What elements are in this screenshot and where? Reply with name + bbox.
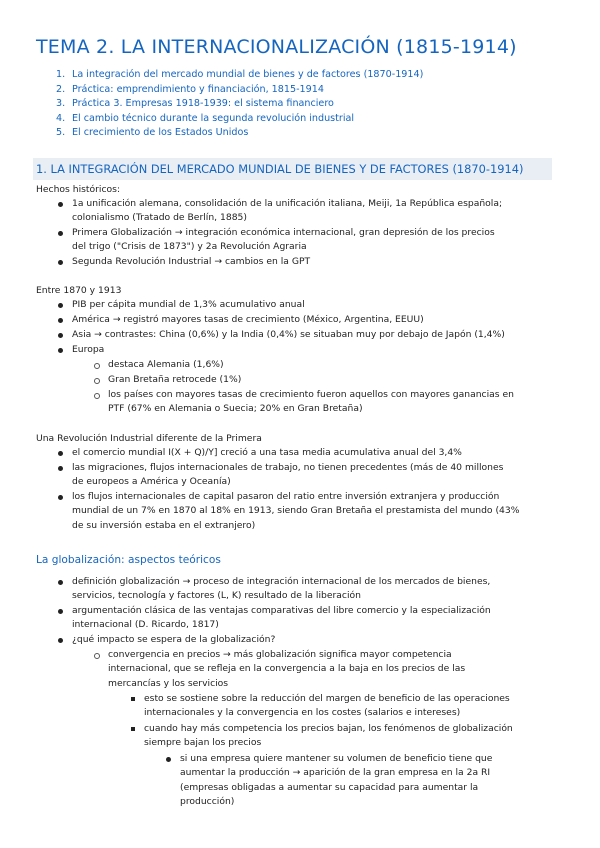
- list-item: América → registró mayores tasas de crecimiento (México, Argentina, EEUU): [72, 313, 572, 327]
- list-item: destaca Alemania (1,6%): [108, 358, 568, 372]
- list-item: PIB per cápita mundial de 1,3% acumulativo anual: [72, 298, 572, 312]
- list-item: 1a unificación alemana, consolidación de la unificación italiana, Meiji, 1a República española; colonialismo (Tratado de Berlín, 1885): [72, 197, 572, 226]
- list-item: los países con mayores tasas de crecimiento fueron aquellos con mayores ganancias en PTF (67% en Alemania o Suecia; 20% en Gran Bretaña): [108, 388, 568, 417]
- toc-item-4[interactable]: 4. El cambio técnico durante la segunda revolución industrial: [56, 112, 355, 124]
- bullet: [58, 638, 63, 643]
- bullet: [58, 609, 63, 614]
- list-item: ¿qué impacto se espera de la globalización?: [72, 633, 572, 647]
- list-item: cuando hay más competencia los precios bajan, los fenómenos de globalización siempre bajan los precios: [144, 722, 564, 751]
- bullet: [94, 363, 100, 369]
- list-item: Primera Globalización → integración económica internacional, gran depresión de los precios del trigo ("Crisis de 1873") y 2a Revolución Agraria: [72, 226, 572, 255]
- bullet: [58, 451, 63, 456]
- table-of-contents: [56, 68, 423, 141]
- bullet: [58, 466, 63, 471]
- list-item: las migraciones, flujos internacionales de trabajo, no tienen precedentes (más de 40 millones de europeos a América y Oceanía): [72, 461, 572, 490]
- bullet: [166, 757, 171, 762]
- bullet: [58, 202, 63, 207]
- bullet: [58, 318, 63, 323]
- subsection-heading: La globalización: aspectos teóricos: [36, 554, 221, 566]
- bullet: [94, 378, 100, 384]
- list-item: Europa: [72, 343, 572, 357]
- list-item: definición globalización → proceso de integración internacional de los mercados de bienes, servicios, tecnología y factores (L, K) resultado de la liberación: [72, 575, 572, 604]
- bullet: [58, 231, 63, 236]
- list-item: los flujos internacionales de capital pasaron del ratio entre inversión extranjera y producción mundial de un 7% en 1870 al 18% en 1913, siendo Gran Bretaña el prestamista del mundo (43% de su inversión estaba en el extranjero): [72, 490, 572, 533]
- bullet: [58, 303, 63, 308]
- bullet: [131, 727, 135, 731]
- list-item: el comercio mundial I(X + Q)/Y] creció a una tasa media acumulativa anual del 3,4%: [72, 446, 572, 460]
- hechos-label: Hechos históricos:: [36, 184, 121, 195]
- toc-item-5[interactable]: 5. El crecimiento de los Estados Unidos: [56, 127, 249, 139]
- toc-item-2[interactable]: 2. Práctica: emprendimiento y financiación, 1815-1914: [56, 83, 324, 95]
- bullet: [58, 260, 63, 265]
- list-item: Asia → contrastes: China (0,6%) y la India (0,4%) se situaban muy por debajo de Japón (1,4%): [72, 328, 572, 342]
- bullet: [94, 393, 100, 399]
- bullet: [58, 580, 63, 585]
- bullet: [94, 653, 100, 659]
- list-item: si una empresa quiere mantener su volumen de beneficio tiene que aumentar la producción → aparición de la gran empresa en la 2a RI (empresas obligadas a aumentar su capacidad para aumentar la producción): [180, 752, 570, 809]
- list-item: esto se sostiene sobre la reducción del margen de beneficio de las operaciones internacionales y la convergencia en los costes (salarios e intereses): [144, 692, 564, 721]
- revolucion-label: Una Revolución Industrial diferente de la Primera: [36, 433, 262, 444]
- list-item: Segunda Revolución Industrial → cambios en la GPT: [72, 255, 572, 269]
- toc-item-1[interactable]: 1. La integración del mercado mundial de bienes y de factores (1870-1914): [56, 69, 424, 80]
- list-item: Gran Bretaña retrocede (1%): [108, 373, 568, 387]
- bullet: [58, 495, 63, 500]
- bullet: [131, 697, 135, 701]
- entre-label: Entre 1870 y 1913: [36, 285, 122, 296]
- toc-item-3[interactable]: 3. Práctica 3. Empresas 1918-1939: el sistema financiero: [56, 98, 334, 110]
- section-heading: 1. LA INTEGRACIÓN DEL MERCADO MUNDIAL DE BIENES Y DE FACTORES (1870-1914): [33, 158, 552, 180]
- page-title: TEMA 2. LA INTERNACIONALIZACIÓN (1815-1914): [36, 36, 517, 58]
- list-item: convergencia en precios → más globalización significa mayor competencia internacional, que se refleja en la convergencia a la baja en los precios de las mercancías y los servicios: [108, 648, 568, 691]
- list-item: argumentación clásica de las ventajas comparativas del libre comercio y la especialización internacional (D. Ricardo, 1817): [72, 604, 572, 633]
- bullet: [58, 333, 63, 338]
- bullet: [58, 348, 63, 353]
